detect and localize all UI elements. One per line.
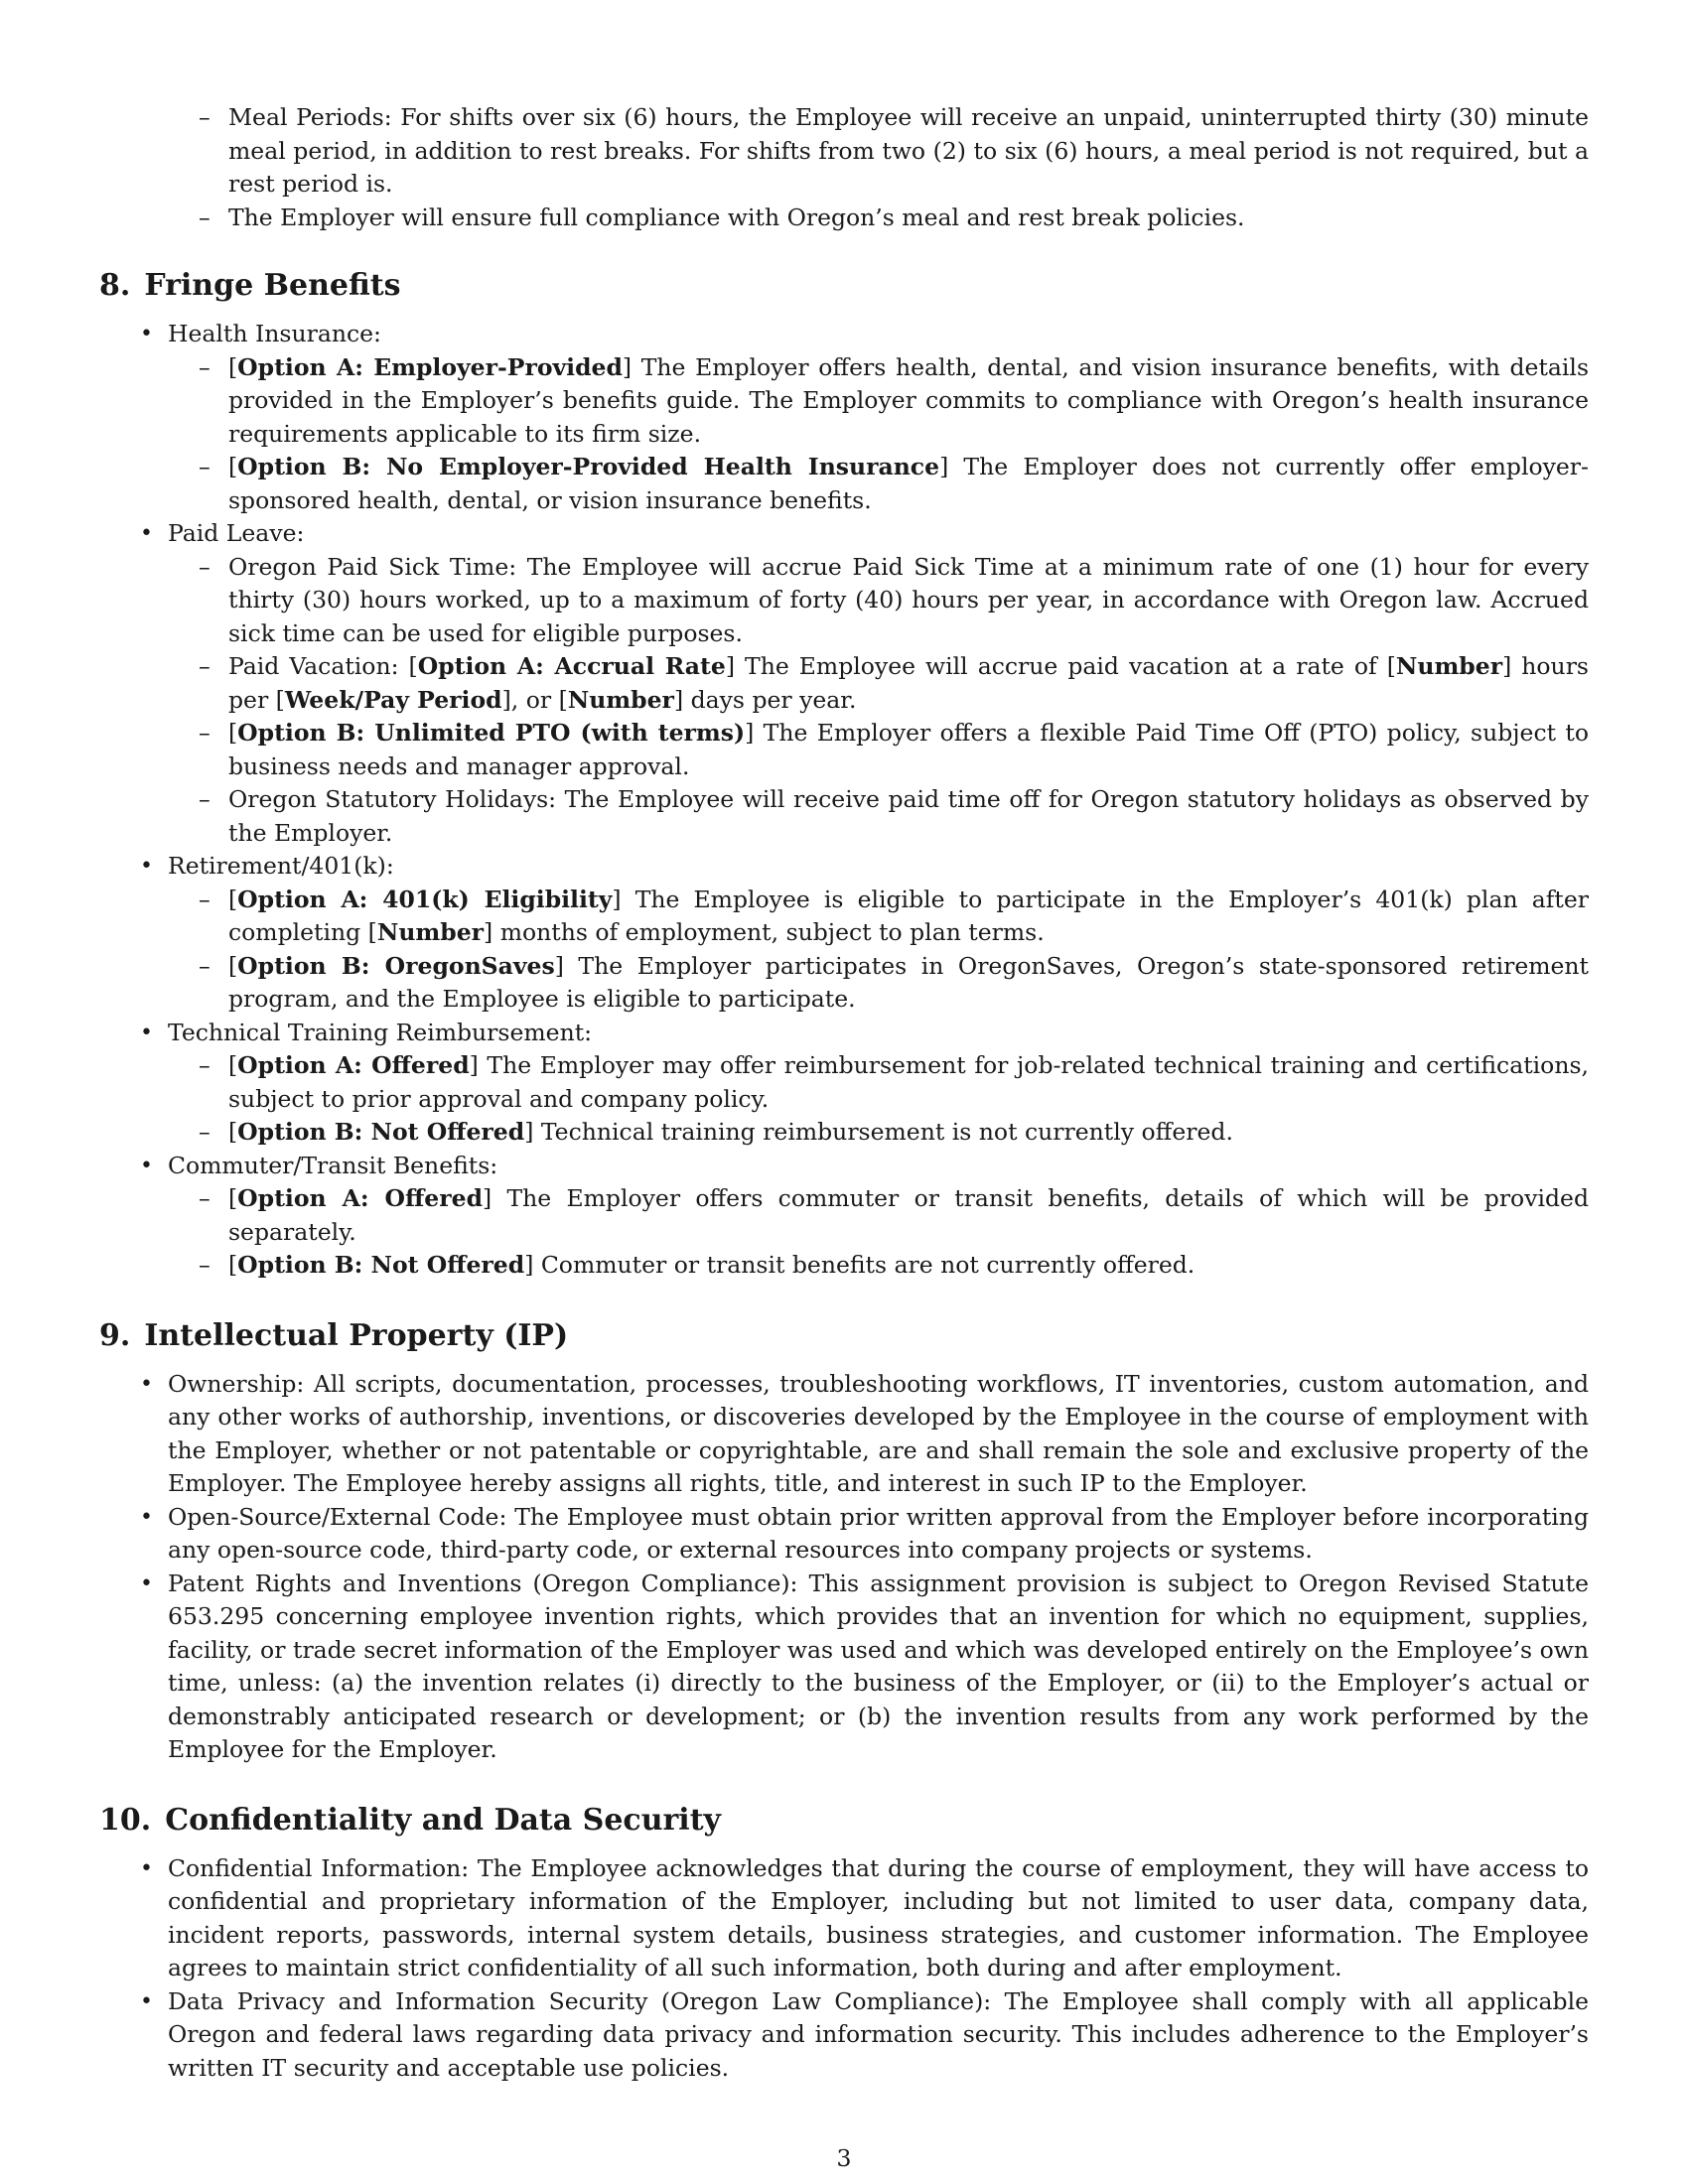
training-label: • Technical Training Reimbursement: <box>168 1017 1589 1050</box>
paid-leave-label: • Paid Leave: <box>168 517 1589 551</box>
patent-rights-item: • Patent Rights and Inventions (Oregon Compliance): This assignment provision is subject to Oregon Revised Statute 653.295 concerning employee invention rights, which provides that an invention for which no equipment, supplies, facility, or trade secret information of the Employer was used and which was developed entirely on the Employee’s own time, unless: (a) the invention relates (i) directly to the business of the Employer, or (ii) to the Employer’s actual or demonstrably anticipated research or development; or (b) the invention results from any work performed by the Employee for the Employer. <box>168 1568 1589 1767</box>
sick-time-item: – Oregon Paid Sick Time: The Employee will accrue Paid Sick Time at a minimum rate of one (1) hour for every thirty (30) hours worked, up to a maximum of forty (40) hours per year, in accordance with Oregon law. Accrued sick time can be used for eligible purposes. <box>228 551 1589 651</box>
open-source-item: • Open-Source/External Code: The Employee must obtain prior written approval from the Employer before incorporating any open-source code, third-party code, or external resources into company projects or systems. <box>168 1501 1589 1568</box>
page-number: 3 <box>836 2144 852 2172</box>
health-option-b: – [Option B: No Employer-Provided Health Insurance] The Employer does not currently offer employer-sponsored health, dental, or vision insurance benefits. <box>228 451 1589 517</box>
paid-vacation-item: – Paid Vacation: [Option A: Accrual Rate] The Employee will accrue paid vacation at a rate of [Number] hours per [Week/Pay Period], or [Number] days per year. <box>228 650 1589 717</box>
retirement-option-a: – [Option A: 401(k) Eligibility] The Employee is eligible to participate in the Employer’s 401(k) plan after completing [Number] months of employment, subject to plan terms. <box>228 884 1589 950</box>
unlimited-pto-item: – [Option B: Unlimited PTO (with terms)] The Employer offers a flexible Paid Time Off (PTO) policy, subject to business needs and manager approval. <box>228 717 1589 783</box>
commuter-label: • Commuter/Transit Benefits: <box>168 1150 1589 1183</box>
commuter-option-b: – [Option B: Not Offered] Commuter or transit benefits are not currently offered. <box>228 1249 1589 1283</box>
confidential-info-item: • Confidential Information: The Employee acknowledges that during the course of employment, they will have access to confidential and proprietary information of the Employer, including but not limited to user data, company data, incident reports, passwords, internal system details, business strategies, and customer information. The Employee agrees to maintain strict confidentiality of all such information, both during and after employment. <box>168 1852 1589 1985</box>
retirement-option-b: – [Option B: OregonSaves] The Employer participates in OregonSaves, Oregon’s state-sponsored retirement program, and the Employee is eligible to participate. <box>228 950 1589 1017</box>
retirement-label: • Retirement/401(k): <box>168 850 1589 884</box>
ip-ownership-item: • Ownership: All scripts, documentation, processes, troubleshooting workflows, IT inventories, custom automation, and any other works of authorship, inventions, or discoveries developed by the Employee in the course of employment with the Employer, whether or not patentable or copyrightable, are and shall remain the sole and exclusive property of the Employer. The Employee hereby assigns all rights, title, and interest in such IP to the Employer. <box>168 1368 1589 1501</box>
commuter-option-a: – [Option A: Offered] The Employer offers commuter or transit benefits, details of which will be provided separately. <box>228 1182 1589 1249</box>
training-option-a: – [Option A: Offered] The Employer may offer reimbursement for job-related technical training and certifications, subject to prior approval and company policy. <box>228 1049 1589 1116</box>
training-option-b: – [Option B: Not Offered] Technical training reimbursement is not currently offered. <box>228 1116 1589 1150</box>
data-privacy-item: • Data Privacy and Information Security (Oregon Law Compliance): The Employee shall comply with all applicable Oregon and federal laws regarding data privacy and information security. This includes adherence to the Employer’s written IT security and acceptable use policies. <box>168 1985 1589 2086</box>
meal-periods-item: – Meal Periods: For shifts over six (6) hours, the Employee will receive an unpaid, uninterrupted thirty (30) minute meal period, in addition to rest breaks. For shifts from two (2) to six (6) hours, a meal period is not required, but a rest period is. <box>228 101 1589 202</box>
break-compliance-item: – The Employer will ensure full compliance with Oregon’s meal and rest break policies. <box>228 202 1589 235</box>
health-insurance-label: • Health Insurance: <box>168 318 1589 351</box>
section-9-heading: 9. Intellectual Property (IP) <box>99 1317 569 1353</box>
statutory-holidays-item: – Oregon Statutory Holidays: The Employee will receive paid time off for Oregon statutory holidays as observed by the Employer. <box>228 783 1589 850</box>
health-option-a: – [Option A: Employer-Provided] The Employer offers health, dental, and vision insurance benefits, with details provided in the Employer’s benefits guide. The Employer commits to compliance with Oregon’s health insurance requirements applicable to its firm size. <box>228 351 1589 452</box>
section-8-heading: 8. Fringe Benefits <box>99 268 401 303</box>
section-10-heading: 10. Confidentiality and Data Security <box>99 1802 721 1838</box>
